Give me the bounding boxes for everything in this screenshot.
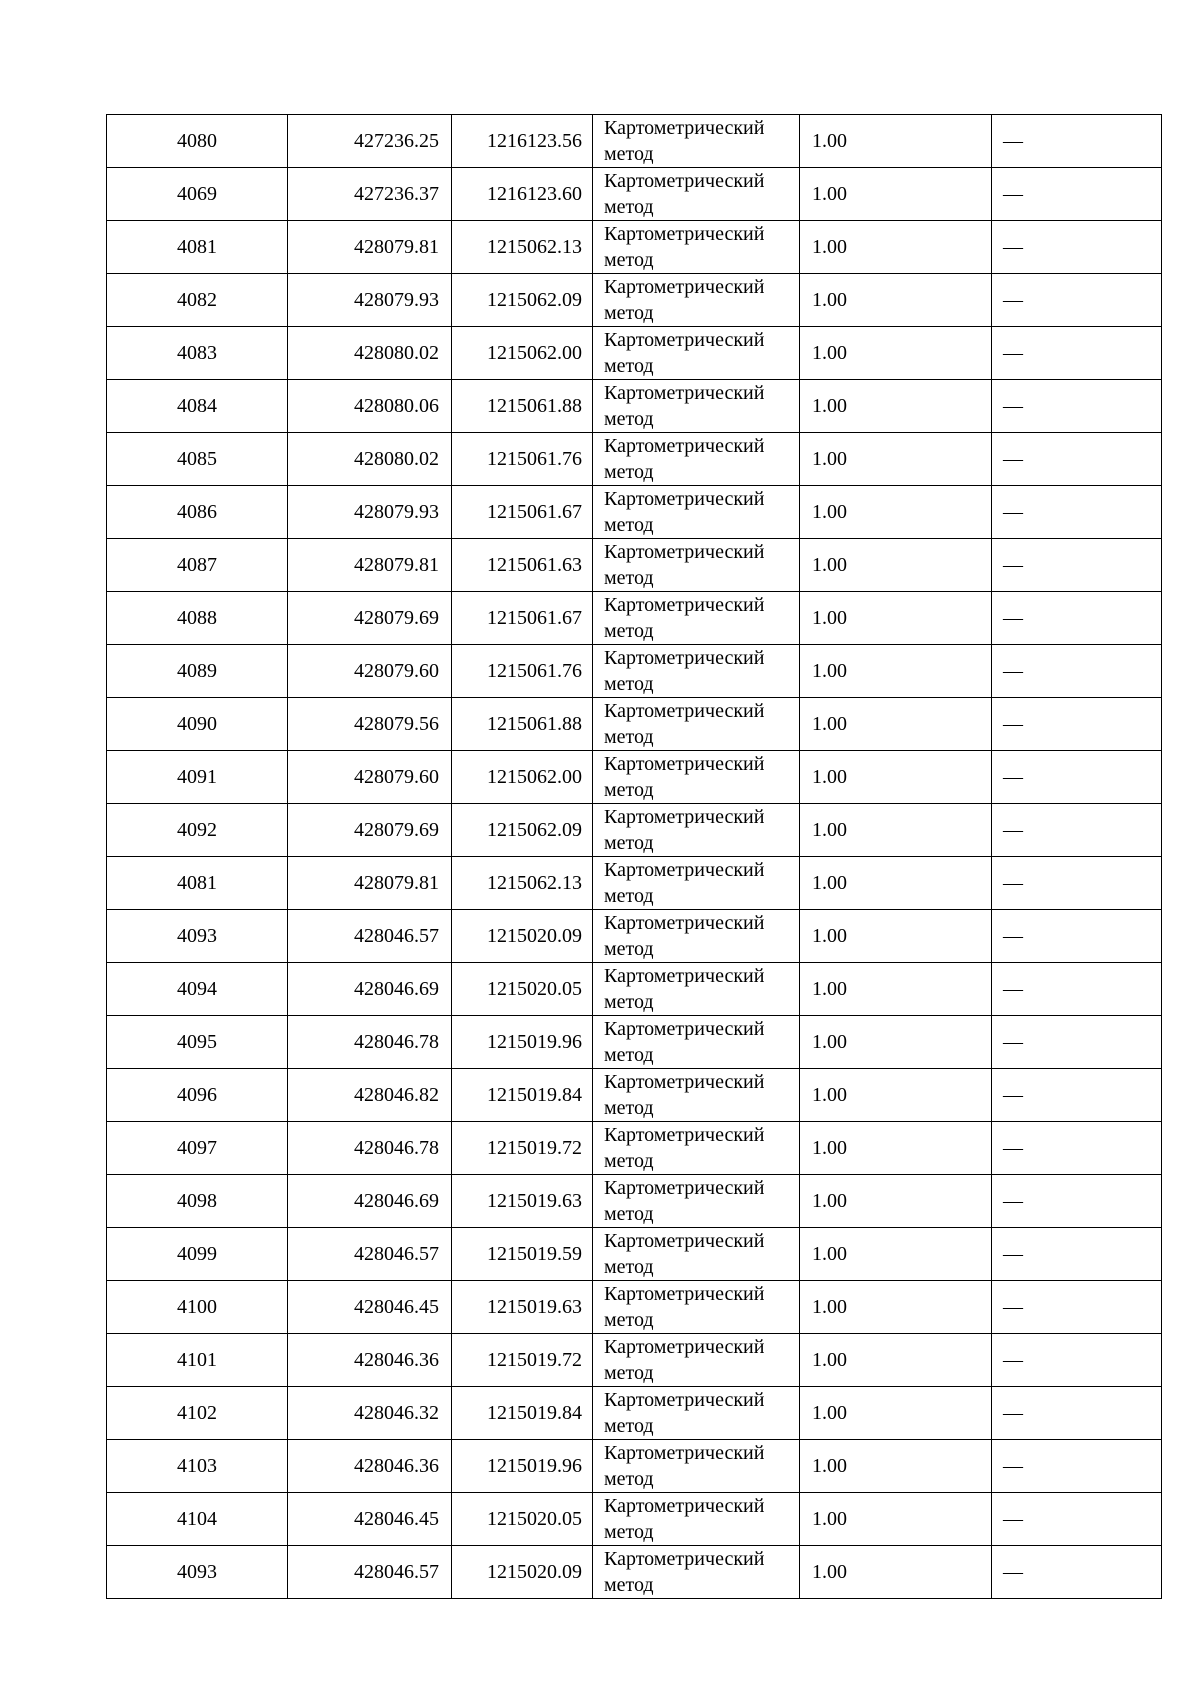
y-coordinate-cell: 1215020.09 [452,1546,593,1599]
y-coordinate-cell: 1215020.05 [452,1493,593,1546]
y-coordinate-cell: 1215062.09 [452,274,593,327]
method-cell: Картометрический метод [593,1493,800,1546]
table-row [107,910,1162,963]
note-cell: — [992,1334,1162,1387]
table-row [107,857,1162,910]
method-cell: Картометрический метод [593,1546,800,1599]
y-coordinate-cell: 1216123.60 [452,168,593,221]
accuracy-cell: 1.00 [800,751,992,804]
method-cell: Картометрический метод [593,539,800,592]
table-row [107,433,1162,486]
table-row [107,1016,1162,1069]
method-cell: Картометрический метод [593,751,800,804]
accuracy-cell: 1.00 [800,380,992,433]
point-number-cell: 4101 [107,1334,288,1387]
x-coordinate-cell: 428046.57 [288,910,452,963]
point-number-cell: 4083 [107,327,288,380]
point-number-cell: 4093 [107,1546,288,1599]
note-cell: — [992,1016,1162,1069]
table-row [107,1175,1162,1228]
accuracy-cell: 1.00 [800,115,992,168]
note-cell: — [992,168,1162,221]
accuracy-cell: 1.00 [800,274,992,327]
y-coordinate-cell: 1215019.84 [452,1387,593,1440]
note-cell: — [992,910,1162,963]
point-number-cell: 4090 [107,698,288,751]
y-coordinate-cell: 1215020.09 [452,910,593,963]
y-coordinate-cell: 1216123.56 [452,115,593,168]
point-number-cell: 4094 [107,963,288,1016]
note-cell: — [992,1228,1162,1281]
method-cell: Картометрический метод [593,1440,800,1493]
y-coordinate-cell: 1215061.63 [452,539,593,592]
method-cell: Картометрический метод [593,327,800,380]
method-cell: Картометрический метод [593,1016,800,1069]
method-cell: Картометрический метод [593,1228,800,1281]
accuracy-cell: 1.00 [800,645,992,698]
accuracy-cell: 1.00 [800,539,992,592]
x-coordinate-cell: 428079.81 [288,539,452,592]
point-number-cell: 4081 [107,857,288,910]
note-cell: — [992,1122,1162,1175]
method-cell: Картометрический метод [593,274,800,327]
y-coordinate-cell: 1215061.67 [452,486,593,539]
note-cell: — [992,380,1162,433]
y-coordinate-cell: 1215019.84 [452,1069,593,1122]
accuracy-cell: 1.00 [800,1546,992,1599]
note-cell: — [992,1493,1162,1546]
x-coordinate-cell: 428079.81 [288,857,452,910]
table-row [107,539,1162,592]
point-number-cell: 4099 [107,1228,288,1281]
x-coordinate-cell: 428046.32 [288,1387,452,1440]
note-cell: — [992,857,1162,910]
x-coordinate-cell: 428046.69 [288,1175,452,1228]
point-number-cell: 4082 [107,274,288,327]
accuracy-cell: 1.00 [800,1175,992,1228]
method-cell: Картометрический метод [593,168,800,221]
table-row [107,327,1162,380]
accuracy-cell: 1.00 [800,592,992,645]
table-row [107,751,1162,804]
note-cell: — [992,645,1162,698]
method-cell: Картометрический метод [593,221,800,274]
accuracy-cell: 1.00 [800,1493,992,1546]
table-row [107,1334,1162,1387]
point-number-cell: 4091 [107,751,288,804]
method-cell: Картометрический метод [593,592,800,645]
method-cell: Картометрический метод [593,963,800,1016]
accuracy-cell: 1.00 [800,1228,992,1281]
table-row [107,1122,1162,1175]
accuracy-cell: 1.00 [800,1281,992,1334]
note-cell: — [992,486,1162,539]
y-coordinate-cell: 1215061.76 [452,433,593,486]
point-number-cell: 4081 [107,221,288,274]
note-cell: — [992,221,1162,274]
table-row [107,1493,1162,1546]
note-cell: — [992,592,1162,645]
method-cell: Картометрический метод [593,486,800,539]
x-coordinate-cell: 428046.45 [288,1493,452,1546]
y-coordinate-cell: 1215020.05 [452,963,593,1016]
y-coordinate-cell: 1215062.13 [452,221,593,274]
note-cell: — [992,1440,1162,1493]
accuracy-cell: 1.00 [800,433,992,486]
method-cell: Картометрический метод [593,433,800,486]
point-number-cell: 4069 [107,168,288,221]
x-coordinate-cell: 428046.69 [288,963,452,1016]
table-row [107,698,1162,751]
y-coordinate-cell: 1215019.72 [452,1122,593,1175]
x-coordinate-cell: 428046.57 [288,1546,452,1599]
accuracy-cell: 1.00 [800,804,992,857]
x-coordinate-cell: 428046.57 [288,1228,452,1281]
method-cell: Картометрический метод [593,1387,800,1440]
table-row [107,115,1162,168]
note-cell: — [992,1069,1162,1122]
table-row [107,645,1162,698]
point-number-cell: 4104 [107,1493,288,1546]
method-cell: Картометрический метод [593,857,800,910]
note-cell: — [992,327,1162,380]
table-row [107,1546,1162,1599]
accuracy-cell: 1.00 [800,486,992,539]
point-number-cell: 4089 [107,645,288,698]
x-coordinate-cell: 428079.60 [288,751,452,804]
y-coordinate-cell: 1215062.00 [452,751,593,804]
x-coordinate-cell: 428079.69 [288,592,452,645]
table-row [107,804,1162,857]
method-cell: Картометрический метод [593,1281,800,1334]
note-cell: — [992,539,1162,592]
x-coordinate-cell: 428079.56 [288,698,452,751]
y-coordinate-cell: 1215061.76 [452,645,593,698]
x-coordinate-cell: 428046.45 [288,1281,452,1334]
point-number-cell: 4096 [107,1069,288,1122]
note-cell: — [992,1387,1162,1440]
point-number-cell: 4095 [107,1016,288,1069]
note-cell: — [992,1281,1162,1334]
x-coordinate-cell: 428080.06 [288,380,452,433]
method-cell: Картометрический метод [593,1122,800,1175]
method-cell: Картометрический метод [593,804,800,857]
point-number-cell: 4097 [107,1122,288,1175]
accuracy-cell: 1.00 [800,1387,992,1440]
table-row [107,1440,1162,1493]
accuracy-cell: 1.00 [800,910,992,963]
note-cell: — [992,274,1162,327]
point-number-cell: 4092 [107,804,288,857]
y-coordinate-cell: 1215061.88 [452,698,593,751]
accuracy-cell: 1.00 [800,1016,992,1069]
x-coordinate-cell: 427236.25 [288,115,452,168]
y-coordinate-cell: 1215061.67 [452,592,593,645]
x-coordinate-cell: 428080.02 [288,433,452,486]
accuracy-cell: 1.00 [800,1122,992,1175]
y-coordinate-cell: 1215019.63 [452,1281,593,1334]
coordinates-table-body [107,115,1162,1599]
table-row [107,1228,1162,1281]
y-coordinate-cell: 1215019.72 [452,1334,593,1387]
point-number-cell: 4085 [107,433,288,486]
note-cell: — [992,698,1162,751]
x-coordinate-cell: 428079.93 [288,486,452,539]
x-coordinate-cell: 428046.78 [288,1122,452,1175]
accuracy-cell: 1.00 [800,327,992,380]
y-coordinate-cell: 1215062.13 [452,857,593,910]
method-cell: Картометрический метод [593,645,800,698]
accuracy-cell: 1.00 [800,168,992,221]
y-coordinate-cell: 1215062.00 [452,327,593,380]
x-coordinate-cell: 428046.36 [288,1334,452,1387]
coordinates-table [106,114,1162,1599]
x-coordinate-cell: 428079.69 [288,804,452,857]
note-cell: — [992,433,1162,486]
accuracy-cell: 1.00 [800,1069,992,1122]
y-coordinate-cell: 1215061.88 [452,380,593,433]
accuracy-cell: 1.00 [800,698,992,751]
x-coordinate-cell: 428046.36 [288,1440,452,1493]
y-coordinate-cell: 1215019.96 [452,1440,593,1493]
accuracy-cell: 1.00 [800,221,992,274]
point-number-cell: 4084 [107,380,288,433]
method-cell: Картометрический метод [593,910,800,963]
note-cell: — [992,963,1162,1016]
table-row [107,168,1162,221]
note-cell: — [992,1546,1162,1599]
note-cell: — [992,1175,1162,1228]
point-number-cell: 4102 [107,1387,288,1440]
point-number-cell: 4103 [107,1440,288,1493]
point-number-cell: 4093 [107,910,288,963]
accuracy-cell: 1.00 [800,1440,992,1493]
accuracy-cell: 1.00 [800,857,992,910]
table-row [107,1069,1162,1122]
table-row [107,963,1162,1016]
method-cell: Картометрический метод [593,1175,800,1228]
note-cell: — [992,751,1162,804]
x-coordinate-cell: 428079.60 [288,645,452,698]
point-number-cell: 4087 [107,539,288,592]
table-row [107,486,1162,539]
method-cell: Картометрический метод [593,1069,800,1122]
table-row [107,380,1162,433]
table-row [107,274,1162,327]
table-row [107,1387,1162,1440]
x-coordinate-cell: 428046.78 [288,1016,452,1069]
method-cell: Картометрический метод [593,115,800,168]
note-cell: — [992,804,1162,857]
table-row [107,592,1162,645]
point-number-cell: 4100 [107,1281,288,1334]
accuracy-cell: 1.00 [800,963,992,1016]
note-cell: — [992,115,1162,168]
method-cell: Картометрический метод [593,380,800,433]
table-row [107,221,1162,274]
x-coordinate-cell: 427236.37 [288,168,452,221]
point-number-cell: 4088 [107,592,288,645]
y-coordinate-cell: 1215062.09 [452,804,593,857]
x-coordinate-cell: 428046.82 [288,1069,452,1122]
x-coordinate-cell: 428080.02 [288,327,452,380]
point-number-cell: 4086 [107,486,288,539]
point-number-cell: 4080 [107,115,288,168]
x-coordinate-cell: 428079.81 [288,221,452,274]
method-cell: Картометрический метод [593,698,800,751]
table-row [107,1281,1162,1334]
y-coordinate-cell: 1215019.63 [452,1175,593,1228]
point-number-cell: 4098 [107,1175,288,1228]
x-coordinate-cell: 428079.93 [288,274,452,327]
accuracy-cell: 1.00 [800,1334,992,1387]
method-cell: Картометрический метод [593,1334,800,1387]
y-coordinate-cell: 1215019.59 [452,1228,593,1281]
y-coordinate-cell: 1215019.96 [452,1016,593,1069]
